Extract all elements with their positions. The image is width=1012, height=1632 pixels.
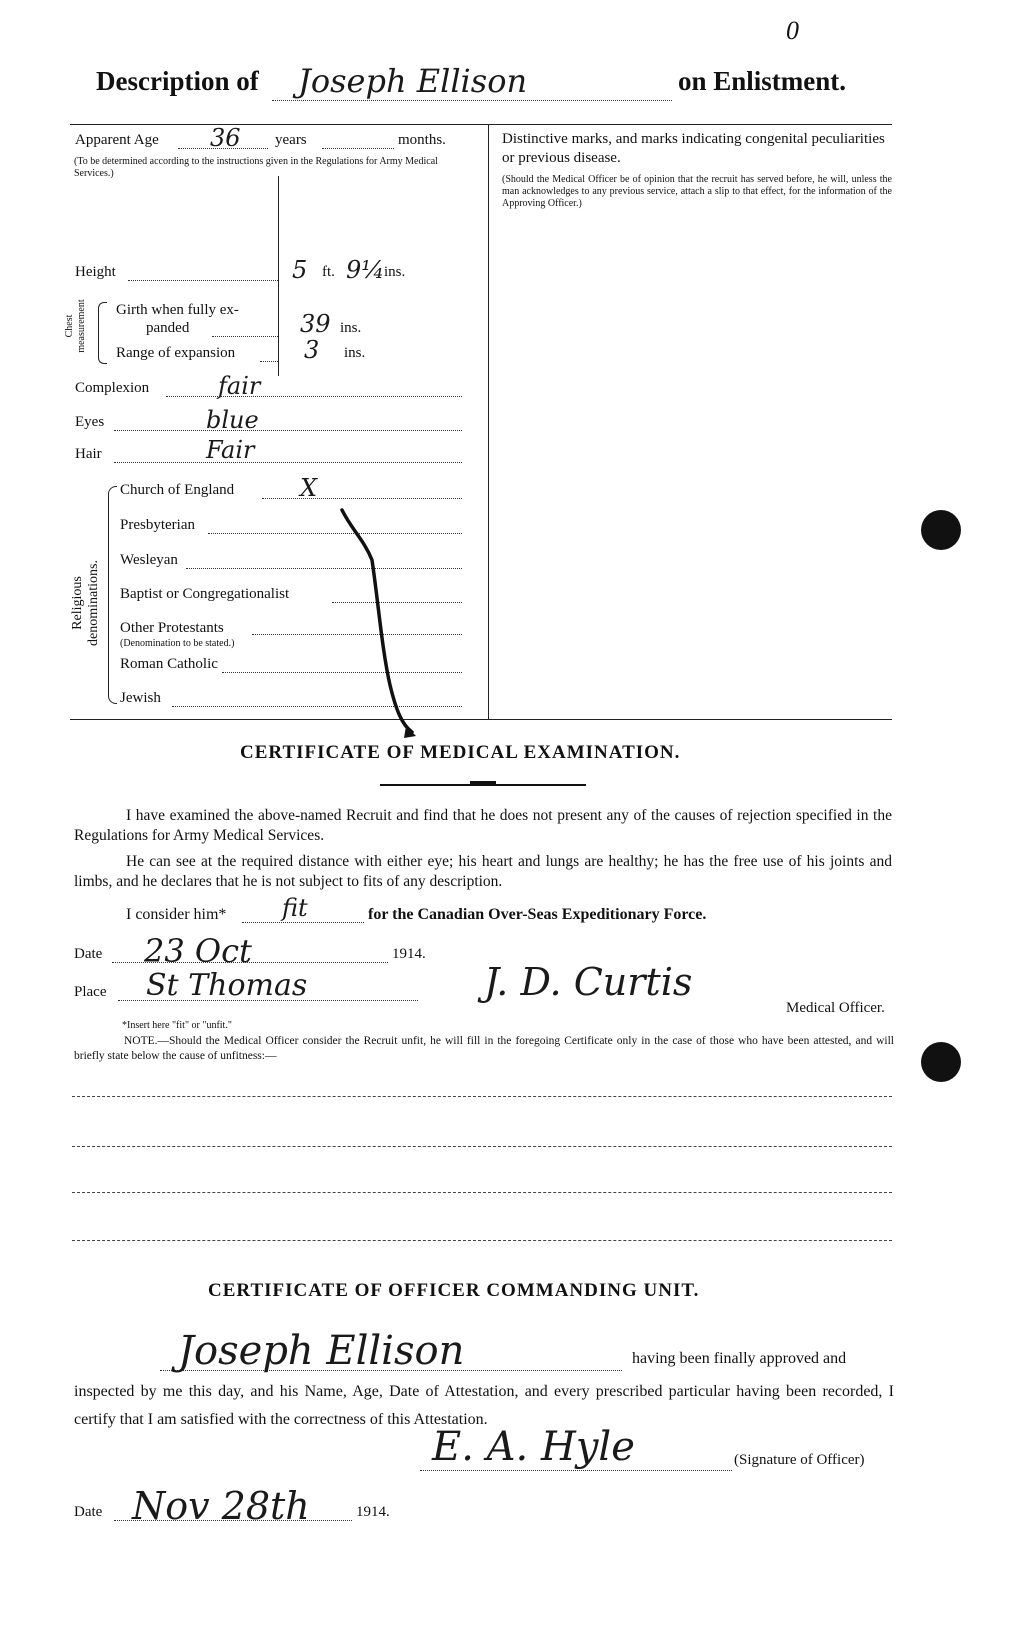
age-note: (To be determined according to the instructions given in the Regulations for Army Medical Services.) <box>74 156 438 179</box>
religion-strike-line <box>330 500 420 740</box>
religion-wesleyan: Wesleyan <box>120 552 178 568</box>
complexion-value: fair <box>218 372 261 400</box>
medical-place-value: St Thomas <box>146 968 308 1003</box>
height-ft-value: 5 <box>292 256 308 284</box>
religion-presbyterian: Presbyterian <box>120 517 195 533</box>
unfitness-line-1 <box>72 1096 892 1097</box>
insert-note: *Insert here "fit" or "unfit." <box>122 1020 232 1031</box>
range-ins-label: ins. <box>344 345 366 361</box>
medical-para1: I have examined the above-named Recruit and find that he does not present any of the causes of rejection specified in the Regulations for Army Medical Services. <box>74 807 892 844</box>
commanding-officer-signature: E. A. Hyle <box>432 1424 635 1470</box>
eyes-label: Eyes <box>75 414 105 430</box>
chest-label: Chest measurement <box>64 299 87 353</box>
height-label: Height <box>75 264 116 280</box>
girth-ins-label: ins. <box>340 320 362 336</box>
recruit-name: Joseph Ellison <box>298 62 528 100</box>
unfitness-line-3 <box>72 1192 892 1193</box>
medical-heading: CERTIFICATE OF MEDICAL EXAMINATION. <box>240 742 681 763</box>
punch-hole-bottom <box>921 1042 961 1082</box>
title-description-of: Description of <box>96 66 259 96</box>
unfit-note: NOTE.—Should the Medical Officer consider the Recruit unfit, he will fill in the foregoing Certificate only in the case of those who have been attested, and will briefly state below the cause of unfitness:— <box>74 1035 894 1062</box>
girth-label-1: Girth when fully ex- <box>116 302 239 318</box>
medical-place-label: Place <box>74 984 107 1000</box>
medical-officer-signature: J. D. Curtis <box>484 960 693 1004</box>
corner-mark: 0 <box>786 16 799 45</box>
eyes-value: blue <box>206 406 259 434</box>
range-label: Range of expansion <box>116 345 236 361</box>
apparent-age-label: Apparent Age <box>75 132 159 148</box>
commanding-signature-label: (Signature of Officer) <box>734 1452 865 1468</box>
height-ins-label: ins. <box>384 264 406 280</box>
religion-roman-catholic: Roman Catholic <box>120 656 218 672</box>
title-on-enlistment: on Enlistment. <box>678 66 847 96</box>
commanding-para: inspected by me this day, and his Name, Age, Date of Attestation, and every prescribed particular having been recorded, I certify that I am satisfied with the correctness of this Attestation. <box>74 1383 894 1428</box>
age-value: 36 <box>210 124 241 152</box>
form-title <box>96 66 259 97</box>
commanding-text-after-name: having been finally approved and <box>632 1350 847 1367</box>
consider-label: I consider him* <box>126 906 227 923</box>
commanding-heading: CERTIFICATE OF OFFICER COMMANDING UNIT. <box>208 1280 700 1301</box>
unfitness-line-4 <box>72 1240 892 1241</box>
punch-hole-top <box>921 510 961 550</box>
medical-year-label: 1914. <box>392 946 426 962</box>
months-label: months. <box>398 132 446 148</box>
height-ins-value: 9¼ <box>346 256 385 284</box>
church-mark: X <box>300 474 318 502</box>
years-label: years <box>275 132 307 148</box>
religions-label: Religious denominations. <box>70 560 101 646</box>
medical-officer-label: Medical Officer. <box>786 1000 885 1016</box>
commanding-date-value: Nov 28th <box>132 1484 310 1528</box>
hair-value: Fair <box>206 436 255 464</box>
medical-date-value: 23 Oct <box>144 932 252 970</box>
unfitness-line-2 <box>72 1146 892 1147</box>
complexion-label: Complexion <box>75 380 150 396</box>
other-protestants-note: (Denomination to be stated.) <box>120 638 235 649</box>
fit-value: fit <box>282 894 308 922</box>
girth-label-2: panded <box>146 320 190 336</box>
hair-label: Hair <box>75 446 102 462</box>
commanding-year-label: 1914. <box>356 1504 390 1520</box>
force-label: for the Canadian Over-Seas Expeditionary Force. <box>368 906 707 923</box>
range-value: 3 <box>304 336 320 364</box>
commanding-recruit-name: Joseph Ellison <box>178 1328 465 1374</box>
religion-other-protestants: Other Protestants <box>120 620 224 636</box>
height-ft-label: ft. <box>322 264 335 280</box>
medical-date-label: Date <box>74 946 103 962</box>
religion-jewish: Jewish <box>120 690 161 706</box>
medical-para2: He can see at the required distance with either eye; his heart and lungs are healthy; he has the free use of his joints and limbs, and he declares that he is not subject to fits of any description. <box>74 853 892 890</box>
girth-value: 39 <box>300 310 331 338</box>
distinctive-note: (Should the Medical Officer be of opinion that the recruit has served before, he will, unless the man acknowledges to any previous service, attach a slip to that effect, for the information of the Approving Officer.) <box>502 174 892 209</box>
religion-baptist: Baptist or Congregationalist <box>120 586 290 602</box>
religion-church-of-england: Church of England <box>120 482 235 498</box>
commanding-date-label: Date <box>74 1504 103 1520</box>
distinctive-title: Distinctive marks, and marks indicating congenital peculiarities or previous disease. <box>502 131 885 166</box>
